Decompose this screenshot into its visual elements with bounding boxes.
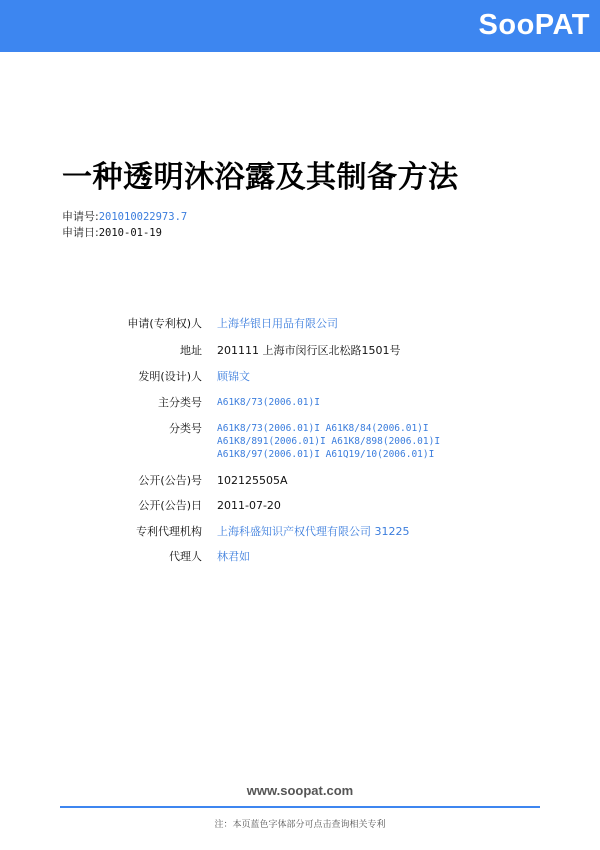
patent-title: 一种透明沐浴露及其制备方法	[62, 160, 459, 195]
footer-note: 注：本页蓝色字体部分可点击查询相关专利	[214, 820, 386, 830]
footer-site-link[interactable]: www.soopat.com	[246, 783, 354, 798]
application-number	[62, 208, 187, 224]
application-date-value: 2010-01-19	[98, 227, 162, 239]
inventor-label: 发明(设计)人	[138, 370, 202, 383]
applicant-label: 申请(专利权)人	[127, 317, 202, 330]
class-line[interactable]: A61K8/73(2006.01)I A61K8/84(2006.01)I	[217, 423, 429, 434]
agent-label: 代理人	[169, 550, 202, 563]
header-bar	[0, 0, 600, 52]
address-value: 201111 上海市闵行区北松路1501号	[217, 344, 401, 357]
applicant-link[interactable]: 上海华银日用品有限公司	[217, 317, 338, 330]
address-label: 地址	[180, 344, 202, 357]
application-number-link[interactable]: 201010022973.7	[98, 211, 188, 223]
footer-divider	[60, 806, 540, 808]
classes-list	[217, 422, 440, 461]
inventor-link[interactable]: 顾锦文	[217, 370, 250, 383]
classes-label: 分类号	[169, 422, 202, 435]
agency-label: 专利代理机构	[136, 525, 202, 538]
pub-date-value: 2011-07-20	[217, 499, 281, 512]
soopat-logo[interactable]: SooPAT	[478, 9, 590, 41]
application-number-label: 申请号:	[62, 210, 99, 223]
pub-date-label: 公开(公告)日	[138, 499, 202, 512]
application-date-label: 申请日:	[62, 226, 99, 239]
class-line[interactable]: A61K8/891(2006.01)I A61K8/898(2006.01)I	[217, 436, 441, 447]
main-class-label: 主分类号	[158, 396, 202, 409]
pub-number-value: 102125505A	[217, 474, 288, 487]
application-date	[62, 224, 162, 240]
agent-link[interactable]: 林君如	[217, 550, 250, 563]
class-line[interactable]: A61K8/97(2006.01)I A61Q19/10(2006.01)I	[217, 449, 435, 460]
main-class-link[interactable]: A61K8/73(2006.01)I	[217, 397, 320, 408]
pub-number-label: 公开(公告)号	[138, 474, 202, 487]
agency-link[interactable]: 上海科盛知识产权代理有限公司 31225	[217, 525, 410, 538]
